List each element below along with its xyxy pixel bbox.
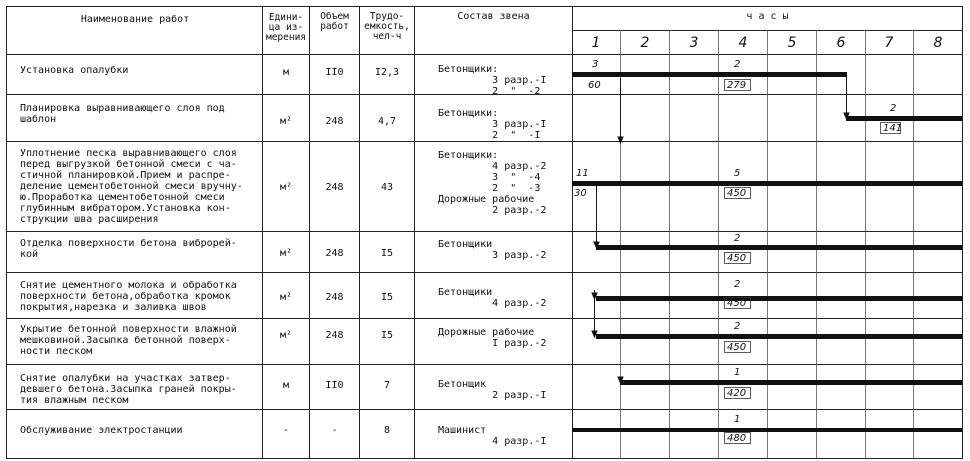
hour-label: 8 [933, 35, 943, 51]
header-work-name: Наименование работ [80, 14, 190, 25]
work-unit: м² [279, 248, 293, 259]
gantt-duration-label: 420 [727, 388, 747, 399]
work-volume: 248 [325, 116, 344, 127]
gantt-duration-label: 480 [727, 433, 747, 444]
crew-composition: Бетонщики 4 разр.-2 [438, 287, 547, 309]
work-volume: II0 [325, 380, 344, 391]
work-name: Планировка выравнивающего слоя под шаблон [20, 103, 225, 125]
gantt-duration-label: 450 [727, 188, 747, 199]
gantt-duration-label: 30 [574, 188, 587, 199]
gantt-workers-label: 5 [734, 168, 741, 179]
work-unit: м² [279, 292, 293, 303]
gantt-workers-label: 2 [734, 279, 741, 290]
work-labor: 4,7 [377, 116, 397, 127]
work-labor: 43 [380, 182, 394, 193]
crew-composition: Дорожные рабочие I разр.-2 [438, 327, 547, 349]
work-volume: 248 [325, 248, 344, 259]
work-unit: м [282, 380, 290, 391]
hour-label: 6 [836, 35, 846, 51]
hour-label: 1 [591, 35, 601, 51]
work-volume: II0 [325, 67, 344, 78]
work-unit: м² [279, 182, 293, 193]
gantt-workers-label: 11 [576, 168, 589, 179]
header-unit: Едини- ца из- мерения [265, 12, 307, 43]
gantt-workers-label: 2 [734, 233, 741, 244]
gantt-workers-label: 1 [734, 367, 741, 378]
hour-label: 7 [884, 35, 894, 51]
crew-composition: Бетонщики: 3 разр.-I 2 " -2 [438, 64, 547, 97]
gantt-bar [572, 428, 962, 432]
work-unit: - [282, 425, 290, 436]
gantt-bar [620, 380, 962, 385]
work-name: Отделка поверхности бетона виброрей- кой [20, 238, 237, 260]
gantt-workers-label: 2 [734, 59, 741, 70]
gantt-workers-label: 2 [734, 321, 741, 332]
gantt-bar [596, 245, 962, 250]
work-unit: м² [279, 330, 293, 341]
gantt-workers-label: 2 [890, 103, 897, 114]
work-labor: I5 [380, 330, 394, 341]
crew-composition: Машинист 4 разр.-I [438, 425, 547, 447]
gantt-bar [596, 296, 962, 301]
crew-composition: Бетонщики 3 разр.-2 [438, 239, 547, 261]
hour-label: 5 [787, 35, 797, 51]
gantt-workers-label: 1 [734, 414, 741, 425]
work-name: Снятие цементного молока и обработка поверхности бетона,обработка кромок покрытия,нарезка и заливка швов [20, 280, 237, 313]
gantt-duration-label: 60 [588, 80, 601, 91]
header-crew: Состав звена [457, 11, 530, 22]
gantt-duration-label: 450 [727, 342, 747, 353]
work-name: Снятие опалубки на участках затвер- девшего бетона.Засыпка граней покры- тия влажным песком [20, 373, 237, 406]
work-labor: I2,3 [374, 67, 400, 78]
gantt-duration-label: 279 [727, 80, 747, 91]
work-volume: 248 [325, 182, 344, 193]
work-name: Уплотнение песка выравнивающего слоя перед выгрузкой бетонной смеси с ча- стичной планировкой.Прием и распре- деление цементобетонной смеси вручну- ю.Проработка цементобетонной смеси глубинным вибратором.Установка кон- струкции шва расширения [20, 148, 243, 225]
gantt-bar [846, 116, 962, 121]
header-hours-title: ч а с ы [746, 11, 789, 22]
work-unit: м² [279, 116, 293, 127]
work-unit: м [282, 67, 290, 78]
work-volume: 248 [325, 330, 344, 341]
work-name: Установка опалубки [20, 65, 129, 76]
header-volume: Объем работ [320, 11, 349, 32]
work-volume: 248 [325, 292, 344, 303]
work-labor: I5 [380, 248, 394, 259]
gantt-duration-label: 141 [883, 123, 903, 134]
work-name: Обслуживание электростанции [20, 425, 183, 436]
work-labor: 7 [383, 380, 391, 391]
crew-composition: Бетонщики: 4 разр.-2 3 " -4 2 " -3 Дорожные рабочие 2 разр.-2 [438, 150, 547, 216]
gantt-duration-label: 450 [727, 298, 747, 309]
dependency-arrow [618, 137, 623, 143]
gantt-bar [572, 181, 962, 186]
gantt-bar [596, 334, 962, 339]
work-labor: I5 [380, 292, 394, 303]
crew-composition: Бетонщики: 3 разр.-I 2 " -I [438, 108, 547, 141]
hour-label: 4 [738, 35, 748, 51]
work-volume: - [331, 425, 338, 436]
crew-composition: Бетонщик 2 разр.-I [438, 379, 547, 401]
gantt-bar [572, 72, 847, 77]
work-labor: 8 [383, 425, 391, 436]
hour-label: 2 [640, 35, 650, 51]
gantt-workers-label: 3 [592, 59, 599, 70]
hour-label: 3 [689, 35, 699, 51]
gantt-duration-label: 450 [727, 253, 747, 264]
work-name: Укрытие бетонной поверхности влажной мешковиной.Засыпка бетонной поверх- ности песком [20, 324, 237, 357]
header-labor: Трудо- емкость, чел-ч [364, 11, 410, 42]
